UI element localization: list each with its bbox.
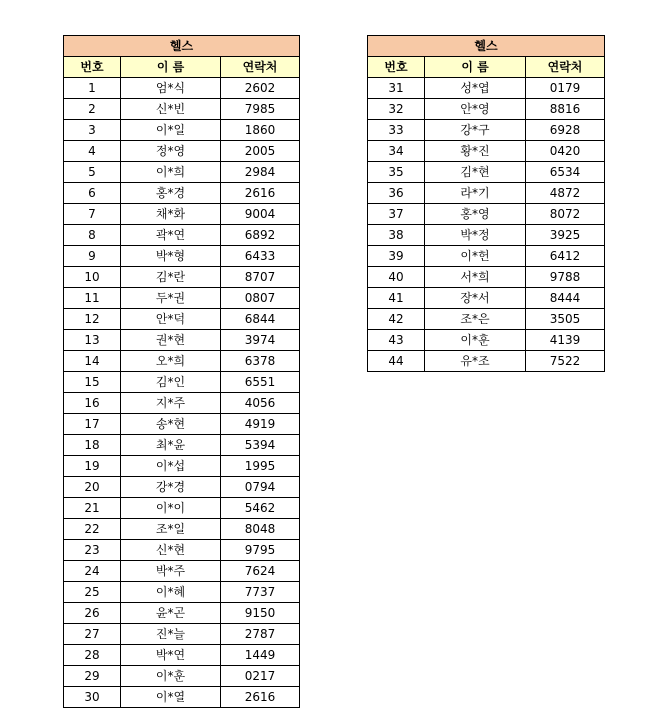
cell-name[interactable]: 채*화: [121, 204, 221, 225]
cell-contact[interactable]: 9795: [221, 540, 300, 561]
table-row: [368, 225, 605, 246]
cell-name[interactable]: 황*진: [425, 141, 526, 162]
cell-name[interactable]: 이*혜: [121, 582, 221, 603]
header-contact[interactable]: 연락처: [526, 57, 605, 78]
cell-name[interactable]: 진*늘: [121, 624, 221, 645]
header-number[interactable]: 번호: [368, 57, 425, 78]
cell-number[interactable]: 10: [64, 267, 121, 288]
table-row: [64, 456, 300, 477]
cell-name[interactable]: 최*윤: [121, 435, 221, 456]
table-row: [368, 309, 605, 330]
table-row: [368, 183, 605, 204]
cell-name[interactable]: 조*은: [425, 309, 526, 330]
cell-contact[interactable]: 8444: [526, 288, 605, 309]
cell-number[interactable]: 30: [64, 687, 121, 708]
table-row: [64, 246, 300, 267]
cell-contact[interactable]: 1449: [221, 645, 300, 666]
cell-contact[interactable]: 9004: [221, 204, 300, 225]
cell-name[interactable]: 지*주: [121, 393, 221, 414]
member-table-left: [63, 35, 300, 708]
cell-number[interactable]: 11: [64, 288, 121, 309]
cell-number[interactable]: 44: [368, 351, 425, 372]
table-title-row: [64, 36, 300, 57]
cell-number[interactable]: 29: [64, 666, 121, 687]
table-row: [64, 267, 300, 288]
table-row: [64, 477, 300, 498]
cell-number[interactable]: 37: [368, 204, 425, 225]
cell-name[interactable]: 김*란: [121, 267, 221, 288]
table-row: [368, 78, 605, 99]
cell-contact[interactable]: 6433: [221, 246, 300, 267]
cell-contact[interactable]: 1995: [221, 456, 300, 477]
cell-number[interactable]: 25: [64, 582, 121, 603]
table-row: [368, 330, 605, 351]
table-title-row: [368, 36, 605, 57]
table-row: [64, 624, 300, 645]
cell-number[interactable]: 5: [64, 162, 121, 183]
cell-contact[interactable]: 6928: [526, 120, 605, 141]
table-row: [64, 498, 300, 519]
header-name[interactable]: 이 름: [425, 57, 526, 78]
table-header-row: [64, 57, 300, 78]
cell-name[interactable]: 엄*식: [121, 78, 221, 99]
cell-name[interactable]: 조*일: [121, 519, 221, 540]
cell-contact[interactable]: 4139: [526, 330, 605, 351]
cell-number[interactable]: 34: [368, 141, 425, 162]
cell-name[interactable]: 송*현: [121, 414, 221, 435]
table-row: [64, 141, 300, 162]
cell-number[interactable]: 32: [368, 99, 425, 120]
table-title[interactable]: 헬스: [64, 36, 300, 57]
cell-name[interactable]: 이*열: [121, 687, 221, 708]
cell-number[interactable]: 16: [64, 393, 121, 414]
cell-contact[interactable]: 2005: [221, 141, 300, 162]
table-title[interactable]: 헬스: [368, 36, 605, 57]
cell-number[interactable]: 22: [64, 519, 121, 540]
cell-contact[interactable]: 6551: [221, 372, 300, 393]
cell-contact[interactable]: 7737: [221, 582, 300, 603]
table-row: [368, 267, 605, 288]
cell-name[interactable]: 박*연: [121, 645, 221, 666]
cell-name[interactable]: 박*정: [425, 225, 526, 246]
cell-name[interactable]: 서*희: [425, 267, 526, 288]
cell-number[interactable]: 21: [64, 498, 121, 519]
cell-number[interactable]: 13: [64, 330, 121, 351]
cell-contact[interactable]: 3505: [526, 309, 605, 330]
cell-number[interactable]: 31: [368, 78, 425, 99]
table-row: [64, 309, 300, 330]
cell-number[interactable]: 20: [64, 477, 121, 498]
cell-contact[interactable]: 3974: [221, 330, 300, 351]
cell-name[interactable]: 홍*경: [121, 183, 221, 204]
cell-name[interactable]: 성*엽: [425, 78, 526, 99]
table-row: [64, 288, 300, 309]
cell-number[interactable]: 40: [368, 267, 425, 288]
cell-contact[interactable]: 2602: [221, 78, 300, 99]
cell-name[interactable]: 이*훈: [425, 330, 526, 351]
cell-number[interactable]: 36: [368, 183, 425, 204]
table-row: [64, 561, 300, 582]
cell-contact[interactable]: 7522: [526, 351, 605, 372]
cell-name[interactable]: 권*현: [121, 330, 221, 351]
cell-number[interactable]: 24: [64, 561, 121, 582]
cell-number[interactable]: 8: [64, 225, 121, 246]
table-row: [368, 246, 605, 267]
cell-number[interactable]: 42: [368, 309, 425, 330]
table-row: [64, 99, 300, 120]
cell-name[interactable]: 홍*영: [425, 204, 526, 225]
cell-number[interactable]: 6: [64, 183, 121, 204]
table-row: [64, 372, 300, 393]
cell-contact[interactable]: 6378: [221, 351, 300, 372]
cell-number[interactable]: 35: [368, 162, 425, 183]
cell-number[interactable]: 18: [64, 435, 121, 456]
table-row: [64, 120, 300, 141]
cell-name[interactable]: 정*영: [121, 141, 221, 162]
cell-contact[interactable]: 3925: [526, 225, 605, 246]
cell-name[interactable]: 김*현: [425, 162, 526, 183]
cell-number[interactable]: 39: [368, 246, 425, 267]
cell-number[interactable]: 1: [64, 78, 121, 99]
cell-name[interactable]: 라*기: [425, 183, 526, 204]
cell-number[interactable]: 12: [64, 309, 121, 330]
cell-number[interactable]: 17: [64, 414, 121, 435]
cell-number[interactable]: 9: [64, 246, 121, 267]
table-row: [64, 687, 300, 708]
cell-name[interactable]: 안*덕: [121, 309, 221, 330]
cell-number[interactable]: 14: [64, 351, 121, 372]
cell-name[interactable]: 오*희: [121, 351, 221, 372]
cell-contact[interactable]: 5394: [221, 435, 300, 456]
table-row: [368, 120, 605, 141]
table-row: [64, 78, 300, 99]
cell-name[interactable]: 이*이: [121, 498, 221, 519]
cell-contact[interactable]: 1860: [221, 120, 300, 141]
cell-number[interactable]: 19: [64, 456, 121, 477]
cell-name[interactable]: 두*권: [121, 288, 221, 309]
cell-name[interactable]: 이*섭: [121, 456, 221, 477]
cell-number[interactable]: 2: [64, 99, 121, 120]
table-row: [64, 330, 300, 351]
table-row: [368, 162, 605, 183]
cell-name[interactable]: 장*서: [425, 288, 526, 309]
member-table-right: [367, 35, 605, 372]
cell-number[interactable]: 15: [64, 372, 121, 393]
cell-number[interactable]: 33: [368, 120, 425, 141]
table-row: [64, 414, 300, 435]
header-name[interactable]: 이 름: [121, 57, 221, 78]
cell-contact[interactable]: 4872: [526, 183, 605, 204]
table-row: [64, 603, 300, 624]
cell-number[interactable]: 28: [64, 645, 121, 666]
table-row: [64, 393, 300, 414]
cell-number[interactable]: 26: [64, 603, 121, 624]
cell-name[interactable]: 이*헌: [425, 246, 526, 267]
cell-contact[interactable]: 7985: [221, 99, 300, 120]
cell-contact[interactable]: 6534: [526, 162, 605, 183]
cell-number[interactable]: 3: [64, 120, 121, 141]
cell-name[interactable]: 이*훈: [121, 666, 221, 687]
table-row: [368, 141, 605, 162]
cell-contact[interactable]: 9788: [526, 267, 605, 288]
header-number[interactable]: 번호: [64, 57, 121, 78]
cell-contact[interactable]: 2787: [221, 624, 300, 645]
table-row: [64, 582, 300, 603]
cell-contact[interactable]: 6892: [221, 225, 300, 246]
cell-number[interactable]: 7: [64, 204, 121, 225]
table-row: [64, 183, 300, 204]
table-row: [64, 225, 300, 246]
cell-contact[interactable]: 6412: [526, 246, 605, 267]
cell-number[interactable]: 43: [368, 330, 425, 351]
table-row: [64, 435, 300, 456]
cell-contact[interactable]: 4056: [221, 393, 300, 414]
cell-contact[interactable]: 0217: [221, 666, 300, 687]
cell-contact[interactable]: 0179: [526, 78, 605, 99]
cell-name[interactable]: 김*인: [121, 372, 221, 393]
cell-name[interactable]: 곽*연: [121, 225, 221, 246]
table-row: [368, 351, 605, 372]
cell-name[interactable]: 유*조: [425, 351, 526, 372]
cell-number[interactable]: 38: [368, 225, 425, 246]
cell-name[interactable]: 이*일: [121, 120, 221, 141]
cell-contact[interactable]: 2984: [221, 162, 300, 183]
cell-name[interactable]: 이*희: [121, 162, 221, 183]
table-row: [64, 540, 300, 561]
cell-contact[interactable]: 0807: [221, 288, 300, 309]
table-row: [64, 351, 300, 372]
cell-contact[interactable]: 2616: [221, 183, 300, 204]
table-row: [368, 288, 605, 309]
table-row: [368, 99, 605, 120]
cell-contact[interactable]: 7624: [221, 561, 300, 582]
cell-name[interactable]: 박*형: [121, 246, 221, 267]
cell-number[interactable]: 23: [64, 540, 121, 561]
table-row: [64, 666, 300, 687]
header-contact[interactable]: 연락처: [221, 57, 300, 78]
cell-name[interactable]: 윤*곤: [121, 603, 221, 624]
cell-number[interactable]: 4: [64, 141, 121, 162]
cell-name[interactable]: 박*주: [121, 561, 221, 582]
table-row: [64, 204, 300, 225]
cell-contact[interactable]: 4919: [221, 414, 300, 435]
cell-name[interactable]: 강*구: [425, 120, 526, 141]
cell-contact[interactable]: 0794: [221, 477, 300, 498]
cell-name[interactable]: 신*빈: [121, 99, 221, 120]
table-row: [64, 519, 300, 540]
cell-name[interactable]: 강*경: [121, 477, 221, 498]
table-row: [64, 162, 300, 183]
cell-contact[interactable]: 8816: [526, 99, 605, 120]
cell-contact[interactable]: 8072: [526, 204, 605, 225]
cell-number[interactable]: 27: [64, 624, 121, 645]
table-row: [64, 645, 300, 666]
cell-contact[interactable]: 6844: [221, 309, 300, 330]
cell-contact[interactable]: 9150: [221, 603, 300, 624]
cell-contact[interactable]: 8707: [221, 267, 300, 288]
table-header-row: [368, 57, 605, 78]
cell-name[interactable]: 신*현: [121, 540, 221, 561]
table-row: [368, 204, 605, 225]
cell-name[interactable]: 안*영: [425, 99, 526, 120]
cell-contact[interactable]: 0420: [526, 141, 605, 162]
cell-number[interactable]: 41: [368, 288, 425, 309]
cell-contact[interactable]: 5462: [221, 498, 300, 519]
cell-contact[interactable]: 2616: [221, 687, 300, 708]
cell-contact[interactable]: 8048: [221, 519, 300, 540]
